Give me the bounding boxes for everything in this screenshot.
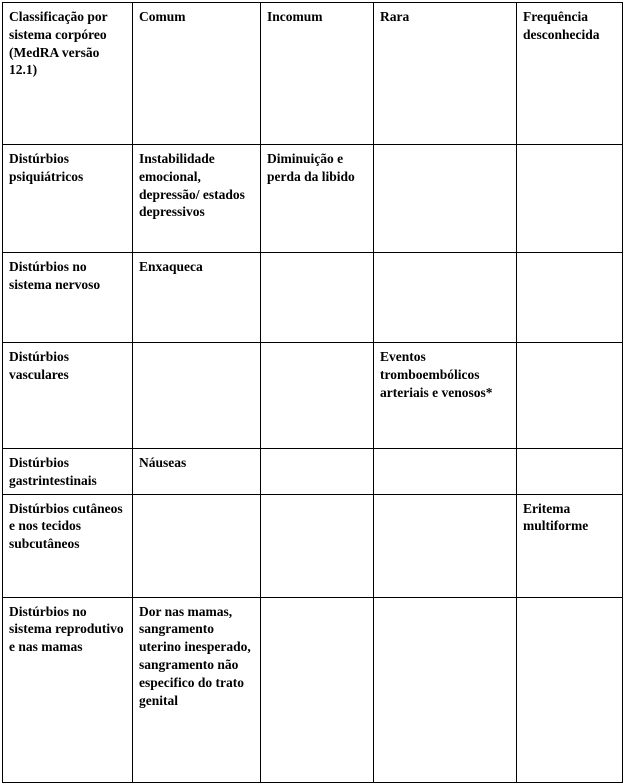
table-row [3,597,623,782]
column-header-incomum-label: Incomum [267,9,323,24]
cell-system-text: Distúrbios cutâneos e nos tecidos subcutâneos [9,500,123,552]
table-row [3,145,623,253]
cell-incomum-text [267,348,367,349]
column-header-incomum [261,3,374,145]
column-header-desconhecida-label: Frequência desconhecida [523,9,600,42]
cell-rara [374,145,517,253]
cell-comum-text: Náuseas [139,455,187,470]
cell-rara-text [380,258,510,259]
column-header-comum [133,3,261,145]
column-header-rara-label: Rara [380,9,410,24]
column-header-rara [374,3,517,145]
table-row [3,343,623,449]
cell-incomum-text: Diminuição e perda da libido [267,151,355,184]
cell-system [3,449,133,495]
column-header-comum-label: Comum [139,9,186,24]
cell-desconhecida [517,253,623,343]
cell-comum [133,145,261,253]
cell-comum-text [139,500,254,501]
cell-desconhecida [517,449,623,495]
cell-system-text: Distúrbios vasculares [9,349,70,382]
cell-system-text: Distúrbios psiquiátricos [9,151,84,184]
cell-system [3,597,133,782]
cell-desconhecida-text [523,150,616,151]
table-row [3,253,623,343]
cell-desconhecida [517,597,623,782]
cell-system [3,253,133,343]
document-page [0,2,628,743]
cell-comum [133,449,261,495]
cell-system-text: Distúrbios no sistema nervoso [9,259,101,292]
cell-rara-text [380,150,510,151]
cell-incomum [261,343,374,449]
cell-system [3,145,133,253]
cell-rara-text [380,500,510,501]
cell-rara [374,343,517,449]
cell-rara [374,494,517,597]
cell-rara-text [380,454,510,455]
cell-comum-text [139,348,254,349]
cell-comum [133,494,261,597]
column-header-desconhecida [517,3,623,145]
adverse-reactions-table [2,2,623,783]
column-header-system-label: Classificação por sistema corpóreo (MedRA versão 12.1) [9,9,108,78]
cell-comum [133,253,261,343]
cell-desconhecida [517,494,623,597]
cell-comum-text: Dor nas mamas, sangramento uterino inesperado, sangramento não especifico do trato genital [139,603,251,708]
cell-incomum-text [267,500,367,501]
cell-rara-text [380,603,510,604]
cell-system-text: Distúrbios no sistema reprodutivo e nas mamas [9,603,124,655]
cell-desconhecida [517,145,623,253]
cell-comum [133,343,261,449]
cell-rara-text: Eventos tromboembólicos arteriais e venosos* [380,349,493,400]
cell-comum-text: Enxaqueca [139,259,203,274]
table-row [3,449,623,495]
table-header-row [3,3,623,145]
cell-desconhecida-text [523,603,616,604]
column-header-system [3,3,133,145]
cell-comum-text: Instabilidade emocional, depressão/ estados depressivos [139,151,245,220]
cell-system [3,494,133,597]
cell-desconhecida-text: Eritema multiforme [523,500,589,534]
cell-incomum [261,597,374,782]
cell-rara [374,253,517,343]
cell-incomum-text [267,603,367,604]
cell-desconhecida-text [523,258,616,259]
cell-desconhecida-text [523,348,616,349]
cell-rara [374,597,517,782]
cell-incomum [261,145,374,253]
cell-system [3,343,133,449]
cell-incomum-text [267,454,367,455]
cell-comum [133,597,261,782]
cell-incomum-text [267,258,367,259]
cell-desconhecida-text [523,454,616,455]
cell-incomum [261,253,374,343]
cell-rara [374,449,517,495]
cell-incomum [261,494,374,597]
cell-desconhecida [517,343,623,449]
table-row [3,494,623,597]
cell-incomum [261,449,374,495]
cell-system-text: Distúrbios gastrintestinais [9,455,97,488]
